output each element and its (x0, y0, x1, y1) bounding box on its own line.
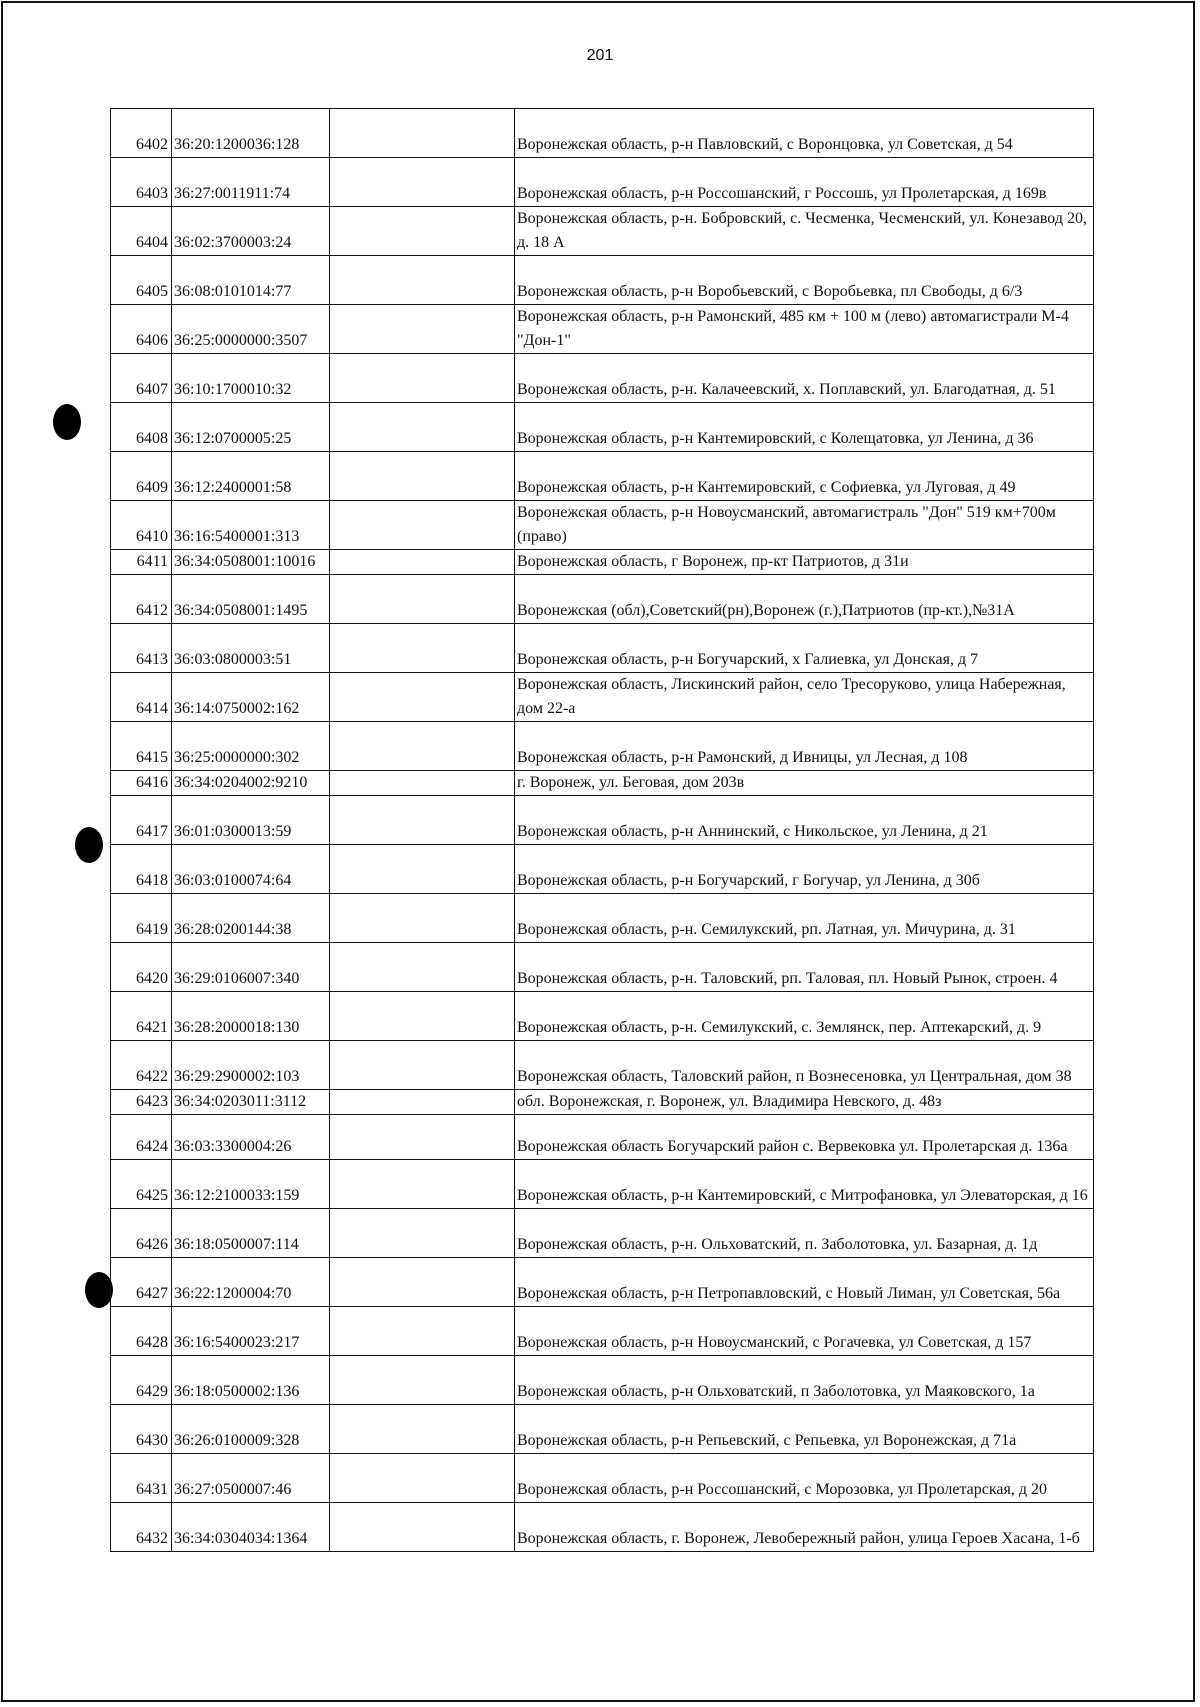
table-row (111, 1209, 1094, 1258)
empty-cell (330, 992, 515, 1041)
cadastral-number: 36:12:0700005:25 (172, 403, 330, 452)
row-number: 6404 (111, 207, 172, 256)
table-row (111, 894, 1094, 943)
empty-cell (330, 624, 515, 673)
address: Воронежская область, р-н Аннинский, с Никольское, ул Ленина, д 21 (515, 796, 1094, 845)
cadastral-number: 36:02:3700003:24 (172, 207, 330, 256)
address: Воронежская область, р-н Кантемировский, с Софиевка, ул Луговая, д 49 (515, 452, 1094, 501)
row-number: 6428 (111, 1307, 172, 1356)
cadastral-number: 36:28:2000018:130 (172, 992, 330, 1041)
empty-cell (330, 501, 515, 550)
table-row (111, 1041, 1094, 1090)
cadastral-number: 36:08:0101014:77 (172, 256, 330, 305)
table-row (111, 992, 1094, 1041)
table-row (111, 1090, 1094, 1115)
table-row (111, 796, 1094, 845)
empty-cell (330, 943, 515, 992)
empty-cell (330, 1307, 515, 1356)
row-number: 6408 (111, 403, 172, 452)
row-number: 6413 (111, 624, 172, 673)
page-number: 201 (586, 47, 614, 64)
cadastral-number: 36:12:2400001:58 (172, 452, 330, 501)
empty-cell (330, 158, 515, 207)
address: Воронежская область Богучарский район с. Вервековка ул. Пролетарская д. 136а (515, 1115, 1094, 1160)
address: Воронежская область, р-н. Ольховатский, п. Заболотовка, ул. Базарная, д. 1д (515, 1209, 1094, 1258)
address: Воронежская область, Таловский район, п Вознесеновка, ул Центральная, дом 38 (515, 1041, 1094, 1090)
empty-cell (330, 1356, 515, 1405)
empty-cell (330, 796, 515, 845)
row-number: 6425 (111, 1160, 172, 1209)
row-number: 6424 (111, 1115, 172, 1160)
table-row (111, 1307, 1094, 1356)
empty-cell (330, 452, 515, 501)
row-number: 6407 (111, 354, 172, 403)
table-row (111, 305, 1094, 354)
cadastral-number: 36:25:0000000:3507 (172, 305, 330, 354)
table-row (111, 256, 1094, 305)
table-row (111, 1405, 1094, 1454)
cadastral-number: 36:14:0750002:162 (172, 673, 330, 722)
row-number: 6403 (111, 158, 172, 207)
row-number: 6411 (111, 550, 172, 575)
empty-cell (330, 771, 515, 796)
cadastral-number: 36:34:0508001:1495 (172, 575, 330, 624)
row-number: 6418 (111, 845, 172, 894)
cadastral-number: 36:34:0204002:9210 (172, 771, 330, 796)
table-row (111, 575, 1094, 624)
cadastral-number: 36:25:0000000:302 (172, 722, 330, 771)
row-number: 6419 (111, 894, 172, 943)
table-row (111, 550, 1094, 575)
cadastral-number: 36:18:0500002:136 (172, 1356, 330, 1405)
table-row (111, 1115, 1094, 1160)
address: Воронежская область, р-н. Семилукский, с. Землянск, пер. Аптекарский, д. 9 (515, 992, 1094, 1041)
table-row (111, 845, 1094, 894)
address: Воронежская область, р-н Рамонский, 485 км + 100 м (лево) автомагистрали М-4 "Дон-1" (515, 305, 1094, 354)
address: Воронежская область, р-н Богучарский, г Богучар, ул Ленина, д 30б (515, 845, 1094, 894)
table-row (111, 1160, 1094, 1209)
cadastral-number: 36:16:5400023:217 (172, 1307, 330, 1356)
cadastral-number: 36:16:5400001:313 (172, 501, 330, 550)
address: Воронежская область, р-н Новоусманский, с Рогачевка, ул Советская, д 157 (515, 1307, 1094, 1356)
row-number: 6421 (111, 992, 172, 1041)
empty-cell (330, 256, 515, 305)
punch-hole-middle (75, 827, 103, 863)
table-row (111, 403, 1094, 452)
row-number: 6409 (111, 452, 172, 501)
row-number: 6410 (111, 501, 172, 550)
address: обл. Воронежская, г. Воронеж, ул. Владимира Невского, д. 48з (515, 1090, 1094, 1115)
row-number: 6430 (111, 1405, 172, 1454)
cadastral-number: 36:27:0011911:74 (172, 158, 330, 207)
table-row (111, 943, 1094, 992)
punch-hole-top (53, 404, 81, 440)
empty-cell (330, 1115, 515, 1160)
row-number: 6431 (111, 1454, 172, 1503)
address: Воронежская область, р-н. Семилукский, рп. Латная, ул. Мичурина, д. 31 (515, 894, 1094, 943)
cadastral-number: 36:18:0500007:114 (172, 1209, 330, 1258)
address: Воронежская область, р-н Репьевский, с Репьевка, ул Воронежская, д 71а (515, 1405, 1094, 1454)
address: Воронежская область, р-н Ольховатский, п Заболотовка, ул Маяковского, 1а (515, 1356, 1094, 1405)
address: Воронежская область, р-н Россошанский, с Морозовка, ул Пролетарская, д 20 (515, 1454, 1094, 1503)
table-row (111, 354, 1094, 403)
cadastral-number: 36:29:2900002:103 (172, 1041, 330, 1090)
table-row (111, 109, 1094, 158)
cadastral-number: 36:34:0203011:3112 (172, 1090, 330, 1115)
cadastral-number: 36:12:2100033:159 (172, 1160, 330, 1209)
empty-cell (330, 1090, 515, 1115)
address: Воронежская область, р-н Россошанский, г Россошь, ул Пролетарская, д 169в (515, 158, 1094, 207)
empty-cell (330, 673, 515, 722)
table-row (111, 722, 1094, 771)
row-number: 6412 (111, 575, 172, 624)
table-row (111, 771, 1094, 796)
table-row (111, 207, 1094, 256)
empty-cell (330, 1209, 515, 1258)
table-row (111, 452, 1094, 501)
empty-cell (330, 894, 515, 943)
address: Воронежская область, р-н Павловский, с Воронцовка, ул Советская, д 54 (515, 109, 1094, 158)
address: Воронежская (обл),Советский(рн),Воронеж (г.),Патриотов (пр-кт.),№31А (515, 575, 1094, 624)
address: Воронежская область, р-н Воробьевский, с Воробьевка, пл Свободы, д 6/3 (515, 256, 1094, 305)
row-number: 6417 (111, 796, 172, 845)
empty-cell (330, 354, 515, 403)
cadastral-number: 36:34:0508001:10016 (172, 550, 330, 575)
table-row (111, 673, 1094, 722)
address: Воронежская область, г Воронеж, пр-кт Патриотов, д 31и (515, 550, 1094, 575)
table-row (111, 501, 1094, 550)
cadastral-number: 36:03:3300004:26 (172, 1115, 330, 1160)
cadastral-number: 36:01:0300013:59 (172, 796, 330, 845)
row-number: 6422 (111, 1041, 172, 1090)
address: г. Воронеж, ул. Беговая, дом 203в (515, 771, 1094, 796)
row-number: 6415 (111, 722, 172, 771)
empty-cell (330, 1454, 515, 1503)
cadastral-number: 36:29:0106007:340 (172, 943, 330, 992)
address: Воронежская область, р-н Кантемировский, с Колещатовка, ул Ленина, д 36 (515, 403, 1094, 452)
empty-cell (330, 1258, 515, 1307)
address: Воронежская область, р-н. Таловский, рп. Таловая, пл. Новый Рынок, строен. 4 (515, 943, 1094, 992)
address: Воронежская область, р-н Кантемировский, с Митрофановка, ул Элеваторская, д 16 (515, 1160, 1094, 1209)
empty-cell (330, 845, 515, 894)
punch-hole-bottom (85, 1272, 113, 1308)
row-number: 6432 (111, 1503, 172, 1552)
row-number: 6416 (111, 771, 172, 796)
cadastral-number: 36:20:1200036:128 (172, 109, 330, 158)
cadastral-number: 36:22:1200004:70 (172, 1258, 330, 1307)
row-number: 6414 (111, 673, 172, 722)
row-number: 6402 (111, 109, 172, 158)
cadastral-number: 36:27:0500007:46 (172, 1454, 330, 1503)
registry-table (110, 108, 1094, 1552)
cadastral-number: 36:03:0800003:51 (172, 624, 330, 673)
cadastral-number: 36:26:0100009:328 (172, 1405, 330, 1454)
empty-cell (330, 550, 515, 575)
row-number: 6423 (111, 1090, 172, 1115)
empty-cell (330, 1405, 515, 1454)
address: Воронежская область, р-н Новоусманский, автомагистраль "Дон" 519 км+700м (право) (515, 501, 1094, 550)
table-row (111, 1454, 1094, 1503)
row-number: 6406 (111, 305, 172, 354)
cadastral-number: 36:28:0200144:38 (172, 894, 330, 943)
cadastral-number: 36:10:1700010:32 (172, 354, 330, 403)
address: Воронежская область, р-н Рамонский, д Ивницы, ул Лесная, д 108 (515, 722, 1094, 771)
table-row (111, 158, 1094, 207)
cadastral-number: 36:34:0304034:1364 (172, 1503, 330, 1552)
table-row (111, 624, 1094, 673)
empty-cell (330, 403, 515, 452)
empty-cell (330, 1041, 515, 1090)
registry-table-body (111, 109, 1094, 1552)
cadastral-number: 36:03:0100074:64 (172, 845, 330, 894)
address: Воронежская область, Лискинский район, село Тресоруково, улица Набережная, дом 22-а (515, 673, 1094, 722)
table-row (111, 1356, 1094, 1405)
empty-cell (330, 1503, 515, 1552)
address: Воронежская область, р-н Богучарский, х Галиевка, ул Донская, д 7 (515, 624, 1094, 673)
row-number: 6405 (111, 256, 172, 305)
address: Воронежская область, р-н. Калачеевский, х. Поплавский, ул. Благодатная, д. 51 (515, 354, 1094, 403)
empty-cell (330, 207, 515, 256)
row-number: 6420 (111, 943, 172, 992)
empty-cell (330, 109, 515, 158)
address: Воронежская область, р-н Петропавловский, с Новый Лиман, ул Советская, 56а (515, 1258, 1094, 1307)
empty-cell (330, 305, 515, 354)
row-number: 6426 (111, 1209, 172, 1258)
address: Воронежская область, р-н. Бобровский, с. Чесменка, Чесменский, ул. Конезавод 20, д. 18 А (515, 207, 1094, 256)
empty-cell (330, 722, 515, 771)
empty-cell (330, 1160, 515, 1209)
row-number: 6427 (111, 1258, 172, 1307)
row-number: 6429 (111, 1356, 172, 1405)
table-row (111, 1503, 1094, 1552)
empty-cell (330, 575, 515, 624)
table-row (111, 1258, 1094, 1307)
address: Воронежская область, г. Воронеж, Левобережный район, улица Героев Хасана, 1-б (515, 1503, 1094, 1552)
